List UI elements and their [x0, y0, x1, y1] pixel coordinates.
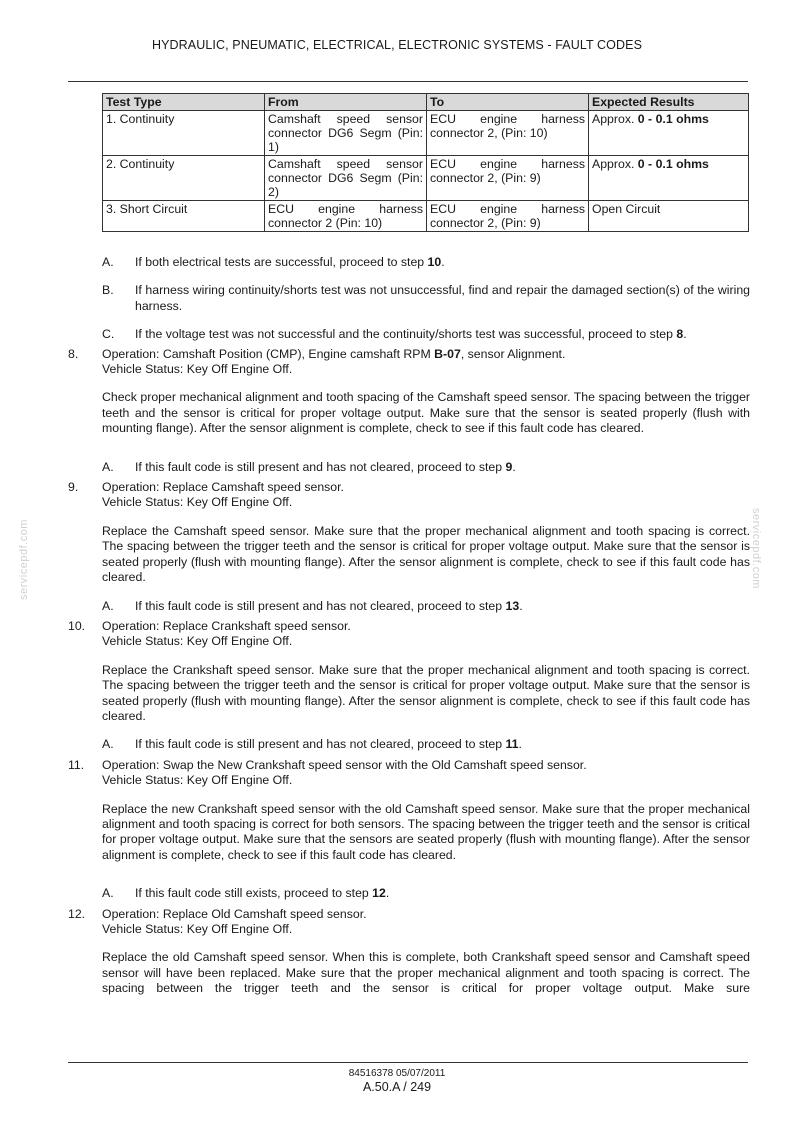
footer-divider [68, 1062, 748, 1063]
substep-a [68, 255, 750, 270]
step-reference: 10 [427, 255, 442, 269]
step-description: Replace the Camshaft speed sensor. Make sure that the proper mechanical alignment and tooth spacing is correct. The spacing between the trigger teeth and the sensor is critical for proper voltage output. Make sure that the sensor is seated properly (flush with mounting flange). After the sensor alignment is complete, check to see if this fault code has cleared. [102, 523, 750, 585]
step-vehicle-status: Vehicle Status: Key Off Engine Off. [102, 922, 293, 936]
page-number: A.50.A / 249 [362, 1080, 432, 1094]
cell-to: ECU engine harness connector 2, (Pin: 10) [427, 111, 589, 156]
step-reference: 12 [372, 886, 386, 901]
cell-from: Camshaft speed sensor connector DG6 Segm (Pin: 1) [265, 111, 427, 156]
step-description: Check proper mechanical alignment and tooth spacing of the Camshaft speed sensor. The spacing between the trigger teeth and the sensor is critical for proper voltage output. Make sure that the sensor is seated properly (flush with mounting flange). After the sensor alignment is complete, check to see if this fault code has cleared. [102, 390, 750, 436]
step-10 [68, 619, 750, 650]
step-operation: Operation: Swap the New Crankshaft speed sensor with the Old Camshaft speed sensor. [102, 757, 587, 772]
table-row [103, 111, 749, 156]
expected-value: 0 - 0.1 ohms [637, 157, 709, 171]
step-12 [68, 907, 750, 938]
step-number: 9. [68, 480, 79, 495]
step-operation: Operation: Replace Crankshaft speed sensor. [102, 618, 351, 633]
column-header-to: To [427, 94, 589, 111]
step-11 [68, 758, 750, 789]
cell-to: ECU engine harness connector 2, (Pin: 9) [427, 201, 589, 232]
expected-prefix: Open Circuit [592, 202, 661, 216]
component-code: B-07 [434, 346, 461, 361]
step-description: Replace the old Camshaft speed sensor. When this is complete, both Crankshaft speed sensor and Camshaft speed sensor will have been replaced. Make sure that the proper mechanical alignment and tooth spacing is correct. The spacing between the trigger teeth and the sensor is critical for proper voltage output. Make sure [102, 950, 750, 996]
substep-label: A. [102, 737, 114, 752]
column-header-test-type: Test Type [103, 94, 265, 111]
step-reference: 13 [505, 598, 520, 613]
substep-label: A. [102, 886, 114, 901]
substep-text: If both electrical tests are successful, proceed to step [135, 255, 428, 269]
step-vehicle-status: Vehicle Status: Key Off Engine Off. [102, 495, 293, 510]
step-operation: Operation: Replace Old Camshaft speed sensor. [102, 906, 367, 921]
step-substep: A. If this fault code is still present and has not cleared, proceed to step 9. [102, 459, 516, 474]
step-9 [68, 480, 750, 511]
substep-text: If this fault code still exists, proceed to step [135, 886, 373, 901]
step-reference: 11 [505, 737, 519, 752]
step-number: 10. [68, 618, 86, 633]
table-row [103, 201, 749, 232]
step-substep: A. If this fault code is still present and has not cleared, proceed to step 13. [102, 598, 523, 613]
step-substep: A. If this fault code is still present and has not cleared, proceed to step 11. [102, 737, 522, 752]
column-header-from: From [265, 94, 427, 111]
table-header-row [103, 94, 749, 111]
substep-label: A. [102, 459, 114, 474]
step-number: 12. [68, 906, 86, 921]
substep-label: B. [102, 283, 114, 298]
test-table [102, 93, 749, 232]
cell-from: ECU engine harness connector 2 (Pin: 10) [265, 201, 427, 232]
expected-value: 0 - 0.1 ohms [637, 112, 709, 126]
step-reference: 9 [505, 459, 513, 474]
step-number: 11. [68, 757, 85, 772]
substep-text: If this fault code is still present and has not cleared, proceed to step [135, 459, 506, 474]
substep-text: If this fault code is still present and has not cleared, proceed to step [135, 598, 506, 613]
substep-label: A. [102, 598, 114, 613]
substep-label: A. [102, 255, 114, 269]
substep-text: If harness wiring continuity/shorts test was not unsuccessful, find and repair the damaged section(s) of the wiring harness. [135, 283, 750, 313]
document-code: 84516378 05/07/2011 [348, 1068, 446, 1079]
step-operation: Operation: Replace Camshaft speed sensor. [102, 480, 344, 495]
step-8 [68, 347, 750, 378]
step-operation: Operation: Camshaft Position (CMP), Engine camshaft RPM B-07, sensor Alignment. [102, 346, 566, 361]
watermark-right: servicepdf.com [750, 508, 762, 589]
substep-text: If the voltage test was not successful and the continuity/shorts test was successful, proceed to step [135, 327, 677, 342]
step-description: Replace the new Crankshaft speed sensor with the old Camshaft speed sensor. Make sure that the proper mechanical alignment and tooth spacing is correct for both sensors. The spacing between the trigger teeth and the sensor is critical for proper voltage output. Make sure that the sensors are seated properly (flush with mounting flange). After the sensor alignment is complete, check to see if this fault code has cleared. [102, 801, 750, 862]
substep-label: C. [102, 327, 115, 342]
page-header-title: HYDRAULIC, PNEUMATIC, ELECTRICAL, ELECTRONIC SYSTEMS - FAULT CODES [151, 38, 643, 52]
step-reference: 8 [676, 327, 684, 342]
procedure-content [68, 255, 750, 1010]
cell-expected [589, 156, 749, 201]
column-header-expected-results: Expected Results [589, 94, 749, 111]
step-number: 8. [68, 346, 79, 361]
substep-end: . [683, 327, 687, 342]
step-vehicle-status: Vehicle Status: Key Off Engine Off. [102, 773, 293, 788]
cell-test-type: 3. Short Circuit [103, 201, 265, 232]
expected-prefix: Approx. [592, 157, 638, 171]
step-substep: A. If this fault code still exists, proceed to step 12. [102, 886, 390, 901]
cell-expected [589, 201, 749, 232]
step-vehicle-status: Vehicle Status: Key Off Engine Off. [102, 634, 293, 649]
substep-b [68, 283, 750, 314]
expected-prefix: Approx. [592, 112, 638, 126]
cell-expected [589, 111, 749, 156]
cell-to: ECU engine harness connector 2, (Pin: 9) [427, 156, 589, 201]
substep-c [68, 327, 750, 342]
step-description: Replace the Crankshaft speed sensor. Make sure that the proper mechanical alignment and tooth spacing is correct. The spacing between the trigger teeth and the sensor is critical for proper voltage output. Make sure that the sensor is seated properly (flush with mounting flange). After the sensor alignment is complete, check to see if this fault code has cleared. [102, 662, 750, 723]
step-vehicle-status: Vehicle Status: Key Off Engine Off. [102, 362, 293, 377]
table-row [103, 156, 749, 201]
substep-end: . [441, 255, 445, 269]
watermark-left: servicepdf.com [18, 519, 30, 600]
cell-test-type: 2. Continuity [103, 156, 265, 201]
header-divider [68, 81, 748, 82]
substep-text: If this fault code is still present and has not cleared, proceed to step [135, 737, 506, 752]
cell-from: Camshaft speed sensor connector DG6 Segm (Pin: 2) [265, 156, 427, 201]
cell-test-type: 1. Continuity [103, 111, 265, 156]
